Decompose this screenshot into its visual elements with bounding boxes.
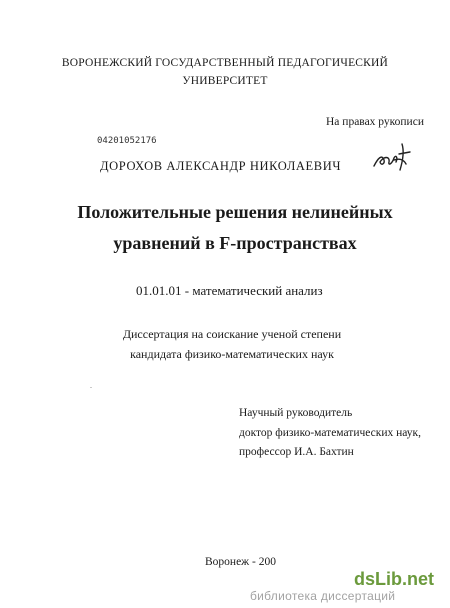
degree-statement-line2: кандидата физико-математических наук — [130, 347, 334, 361]
manuscript-rights-note: На правах рукописи — [326, 116, 424, 128]
document-code: 04201052176 — [97, 136, 157, 146]
advisor-degree: доктор физико-математических наук, — [239, 427, 422, 439]
advisor-heading: Научный руководитель — [239, 407, 353, 419]
university-name-line1: ВОРОНЕЖСКИЙ ГОСУДАРСТВЕННЫЙ ПЕДАГОГИЧЕСКИЙ — [61, 57, 389, 69]
specialty-code: 01.01.01 - математический анализ — [136, 283, 323, 298]
watermark-caption: библиотека диссертаций — [250, 589, 396, 603]
university-name-line2: УНИВЕРСИТЕТ — [182, 75, 268, 87]
handwritten-signature — [372, 140, 416, 176]
advisor-name: профессор И.А. Бахтин — [239, 446, 354, 458]
city-year: Воронеж - 200 — [205, 556, 276, 568]
degree-statement-line1: Диссертация на соискание ученой степени — [122, 327, 342, 341]
dissertation-title-line1: Положительные решения нелинейных — [77, 202, 393, 222]
author-name: ДОРОХОВ АЛЕКСАНДР НИКОЛАЕВИЧ — [100, 159, 342, 173]
dissertation-title-line2: уравнений в F-пространствах — [113, 233, 357, 253]
stray-mark: . — [90, 381, 92, 390]
watermark-logo: dsLib.net — [354, 569, 434, 589]
